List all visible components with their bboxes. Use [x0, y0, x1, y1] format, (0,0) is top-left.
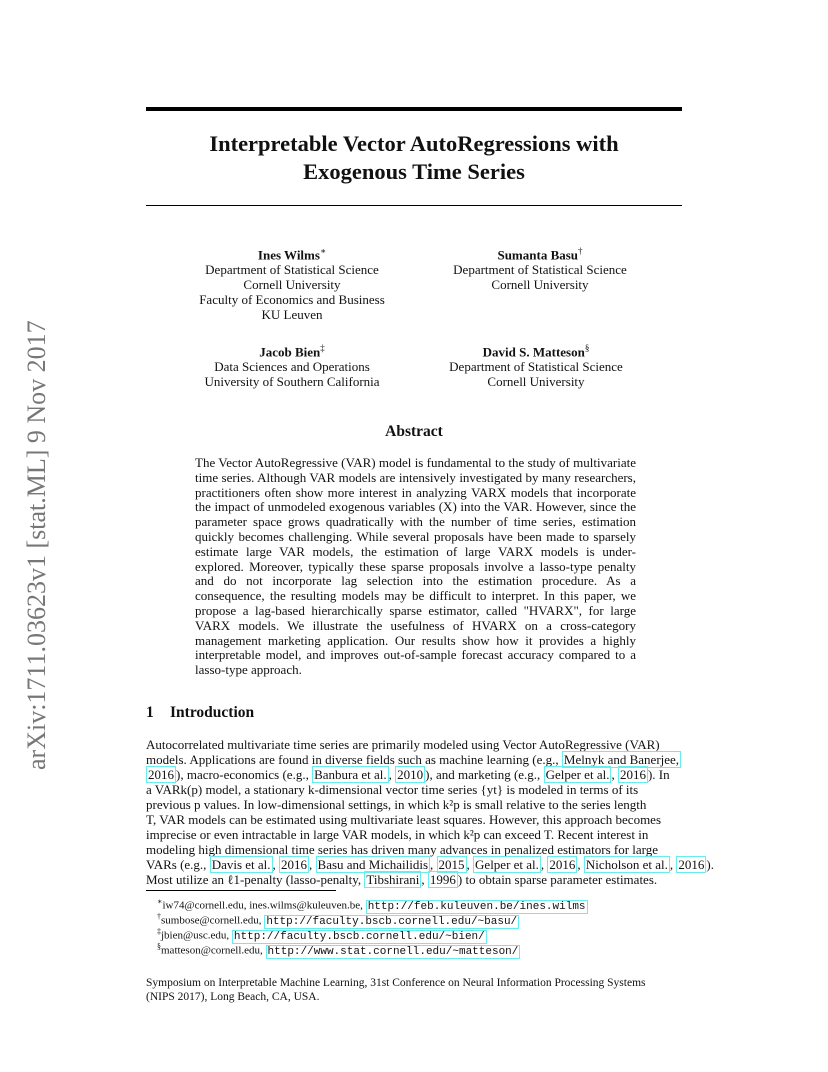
footnote-mark: †	[157, 912, 161, 921]
citation-link[interactable]: 2016	[619, 767, 646, 782]
footnote-text: jbien@usc.edu,	[161, 929, 232, 942]
citation-link[interactable]: Gelper et al.	[545, 767, 610, 782]
affiliation-line: Department of Statistical Science	[453, 262, 627, 278]
abstract-heading: Abstract	[385, 423, 443, 440]
footnote-url[interactable]: http://faculty.bscb.cornell.edu/~basu/	[266, 915, 518, 928]
citation-link[interactable]: 2016	[281, 857, 308, 872]
intro-line: T, VAR models can be estimated using multivariate least squares. However, this approach becomes	[146, 812, 662, 827]
footnote-text: matteson@cornell.edu,	[161, 944, 266, 957]
author-block-wilms	[167, 244, 417, 322]
footnote-rule	[146, 890, 336, 891]
author-name: Ines Wilms	[257, 247, 320, 263]
section-title: Introduction	[170, 704, 255, 721]
affiliation-line: University of Southern California	[204, 374, 380, 390]
affiliation-line: Data Sciences and Operations	[214, 359, 370, 375]
footnote-mark: †	[578, 246, 583, 256]
footnote-mark: ∗	[157, 897, 163, 906]
intro-line: 2016 ), macro-economics (e.g., Banbura et al. , 2010 ), and marketing (e.g., Gelper et al. , 2016 ). In	[148, 767, 670, 782]
citation-link[interactable]: Banbura et al.	[314, 767, 387, 782]
footnote-mark: ‡	[320, 343, 325, 353]
title-bottom-rule	[146, 205, 682, 206]
citation-link[interactable]: Basu and Michailidis	[317, 857, 429, 872]
arxiv-identifier: arXiv:1711.03623v1 [stat.ML] 9 Nov 2017	[22, 320, 51, 770]
intro-line: a VARk(p) model, a stationary k-dimensional vector time series {yt} is modeled in terms of its	[146, 782, 639, 797]
affiliation-line: Cornell University	[491, 277, 589, 293]
citation-link[interactable]: Tibshirani	[366, 872, 420, 887]
title-line-2: Exogenous Time Series	[303, 159, 525, 184]
author-block-matteson	[411, 341, 661, 389]
citation-link[interactable]: Nicholson et al.	[585, 857, 668, 872]
affiliation-line: Cornell University	[243, 277, 341, 293]
section-heading	[146, 704, 254, 722]
citation-link[interactable]: Gelper et al.	[475, 857, 539, 872]
footnote-mark: ‡	[157, 927, 161, 936]
footnote-text: sumbose@cornell.edu,	[161, 914, 265, 927]
citation-link[interactable]: 2016	[148, 767, 174, 782]
citation-link[interactable]: 2016	[678, 857, 705, 872]
author-name: Sumanta Basu	[497, 247, 579, 263]
affiliation-line: KU Leuven	[261, 307, 323, 323]
affiliation-line: Department of Statistical Science	[205, 262, 379, 278]
footnote-mark: §	[157, 942, 161, 951]
footnote-mark: §	[584, 343, 590, 353]
affiliation-line: Faculty of Economics and Business	[199, 292, 385, 308]
citation-link[interactable]: Melnyk and Banerjee,	[563, 752, 680, 767]
intro-line: VARs (e.g., Davis et al. , 2016 , Basu and Michailidis , 2015 , Gelper et al. , 2016 , Nicholson et al. , 2016 ).	[146, 857, 714, 872]
citation-link[interactable]: 2015	[438, 857, 465, 872]
title-top-rule	[146, 107, 682, 111]
abstract-text: The Vector AutoRegressive (VAR) model is fundamental to the study of multivariate time series. Although VAR models are intensively investigated by many researchers, practitioners often show more interest in analyzing VARX models that incorporate the impact of unmodeled exogenous variables (X) into the VAR. However, since the parameter space grows quadratically with the number of time series, estimation quickly becomes challenging. While several proposals have been made to sparsely estimate large VAR models, the estimation of large VARX models is under-explored. Moreover, typically these sparse proposals involve a lasso-type penalty and do not incorporate lag selection into the estimation procedure. As a consequence, the resulting models may be difficult to interpret. In this paper, we propose a lag-based hierarchically sparse estimator, called "HVARX", for large VARX models. We illustrate the usefulness of HVARX on a cross-category management marketing application. Our results show how it provides a highly interpretable model, and improves out-of-sample forecast accuracy compared to a lasso-type approach.	[195, 455, 636, 678]
citation-link[interactable]: 1996	[429, 872, 456, 887]
paper-title	[146, 130, 682, 186]
author-block-basu	[415, 244, 665, 292]
footnote-mark: ∗	[319, 246, 327, 256]
intro-line: Autocorrelated multivariate time series are primarily modeled using Vector AutoRegressive (VAR)	[146, 737, 660, 752]
intro-line: previous p values. In low-dimensional settings, in which k²p is small relative to the series length	[146, 797, 647, 812]
title-line-1: Interpretable Vector AutoRegressions with	[209, 131, 619, 156]
venue-note	[146, 976, 686, 1004]
intro-line: modeling high dimensional time series has driven many advances in penalized estimators for large	[146, 842, 659, 857]
introduction-paragraph	[146, 737, 714, 887]
footnote-url[interactable]: http://www.stat.cornell.edu/~matteson/	[267, 945, 519, 958]
venue-line-1: Symposium on Interpretable Machine Learning, 31st Conference on Neural Information Processing Systems	[146, 977, 646, 989]
citation-link[interactable]: Davis et al.	[211, 857, 271, 872]
author-block-bien	[167, 341, 417, 389]
author-name: David S. Matteson	[482, 344, 585, 360]
intro-line: Most utilize an ℓ1-penalty (lasso-penalty, Tibshirani , 1996 ) to obtain sparse parameter estimates.	[146, 872, 658, 887]
affiliation-line: Cornell University	[487, 374, 585, 390]
section-number: 1	[146, 704, 154, 721]
footnote-url[interactable]: http://feb.kuleuven.be/ines.wilms	[367, 900, 586, 913]
intro-line: models. Applications are found in diverse fields such as machine learning (e.g., Melnyk and Banerjee,	[146, 752, 680, 767]
citation-link[interactable]: 2010	[397, 767, 424, 782]
affiliation-line: Department of Statistical Science	[449, 359, 623, 375]
footnote-4	[157, 940, 520, 959]
footnote-url[interactable]: http://faculty.bscb.cornell.edu/~bien/	[233, 930, 485, 943]
venue-line-2: (NIPS 2017), Long Beach, CA, USA.	[146, 991, 320, 1003]
intro-line: imprecise or even intractable in large VAR models, in which k²p can exceed T. Recent interest in	[146, 827, 649, 842]
footnote-text: iw74@cornell.edu, ines.wilms@kuleuven.be,	[162, 899, 366, 912]
citation-link[interactable]: 2016	[549, 857, 576, 872]
author-name: Jacob Bien	[259, 344, 321, 360]
